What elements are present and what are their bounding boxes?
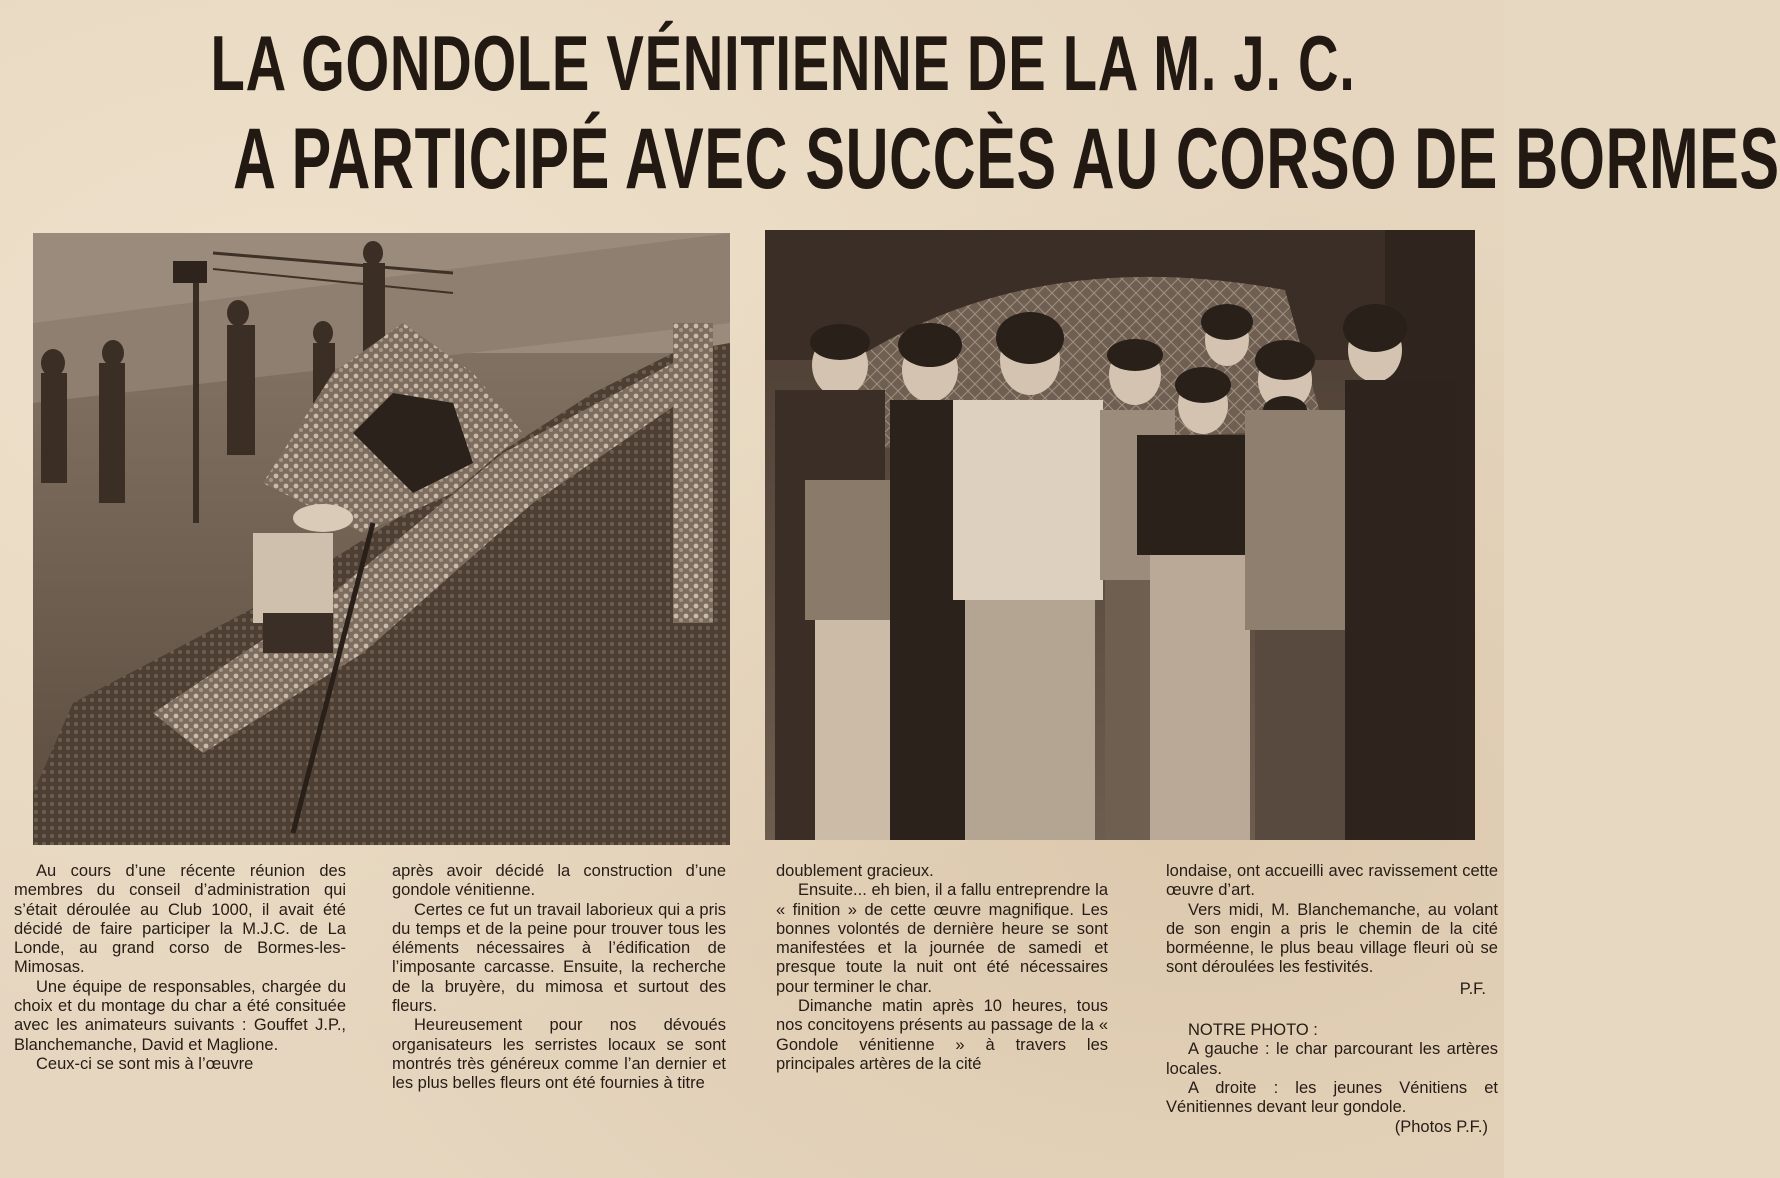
column-3-paragraph-3: Dimanche matin après 10 heures, tous nos concitoyens présents au passage de la « Gondole vénitienne » à travers les principales artères de la cité bbox=[776, 997, 1108, 1073]
photo-group-portrait-image bbox=[765, 230, 1475, 840]
photo-group-portrait bbox=[765, 230, 1475, 840]
author-signature: P.F. bbox=[1459, 979, 1486, 998]
article-column-3 bbox=[776, 862, 1108, 1074]
column-1-paragraph-2: Une équipe de responsables, chargée du choix et du montage du char a été consituée avec les animateurs suivants : Gouffet J.P., Blanchemanche, David et Maglione. bbox=[14, 977, 346, 1054]
photo-caption-right: A droite : les jeunes Vénitiens et Vénitiennes devant leur gondole. bbox=[1166, 1078, 1498, 1117]
photo-gondola-float-image bbox=[33, 233, 730, 845]
column-2-paragraph-2: Certes ce fut un travail laborieux qui a pris du temps et de la peine pour trouver tous les éléments nécessaires à l’édification de l’imposante carcasse. Ensuite, la recherche de la bruyère, du mimosa et surtout des fleurs. bbox=[392, 900, 726, 1016]
headline-line-1: LA GONDOLE VÉNITIENNE DE LA M. J. C. bbox=[210, 19, 1356, 107]
column-4-paragraph-1: londaise, ont accueilli avec ravissement cette œuvre d’art. bbox=[1166, 862, 1498, 900]
photo-gondola-float bbox=[33, 233, 730, 845]
photo-caption-left: A gauche : le char parcourant les artères locales. bbox=[1166, 1040, 1498, 1078]
column-4-paragraph-2: Vers midi, M. Blanchemanche, au volant de son engin a pris le chemin de la cité borméenne, le plus beau village fleuri où se sont déroulées les festivités. bbox=[1166, 900, 1498, 977]
headline-line-2: A PARTICIPÉ AVEC SUCCÈS AU CORSO DE BORMES bbox=[233, 111, 1780, 207]
column-3-paragraph-2: Ensuite... eh bien, il a fallu entreprendre la « finition » de cette œuvre magnifique. Les bonnes volontés de dernière heure se sont manifestées et la journée de samedi et presque toute la nuit ont été nécessaires pour terminer le char. bbox=[776, 881, 1108, 996]
article-column-2 bbox=[392, 862, 726, 1094]
column-1-paragraph-3: Ceux-ci se sont mis à l’œuvre bbox=[36, 1054, 254, 1073]
column-2-paragraph-3: Heureusement pour nos dévoués organisateurs les serristes locaux se sont montrés très généreux comme l’an dernier et les plus belles fleurs ont été fournies à titre bbox=[392, 1016, 726, 1093]
article-column-4 bbox=[1166, 862, 1498, 1137]
column-3-paragraph-1: doublement gracieux. bbox=[776, 862, 934, 880]
photo-credit: (Photos P.F.) bbox=[1394, 1117, 1488, 1136]
photo-caption-title: NOTRE PHOTO : bbox=[1188, 1021, 1318, 1040]
column-1-paragraph-1: Au cours d’une récente réunion des membres du conseil d’administration qui s’était déroulée au Club 1000, il avait été décidé de faire participer la M.J.C. de La Londe, au grand corso de Bormes-les-Mimosas. bbox=[14, 862, 346, 977]
article-column-1 bbox=[14, 862, 346, 1074]
column-2-paragraph-1: après avoir décidé la construction d’une gondole vénitienne. bbox=[392, 862, 726, 900]
